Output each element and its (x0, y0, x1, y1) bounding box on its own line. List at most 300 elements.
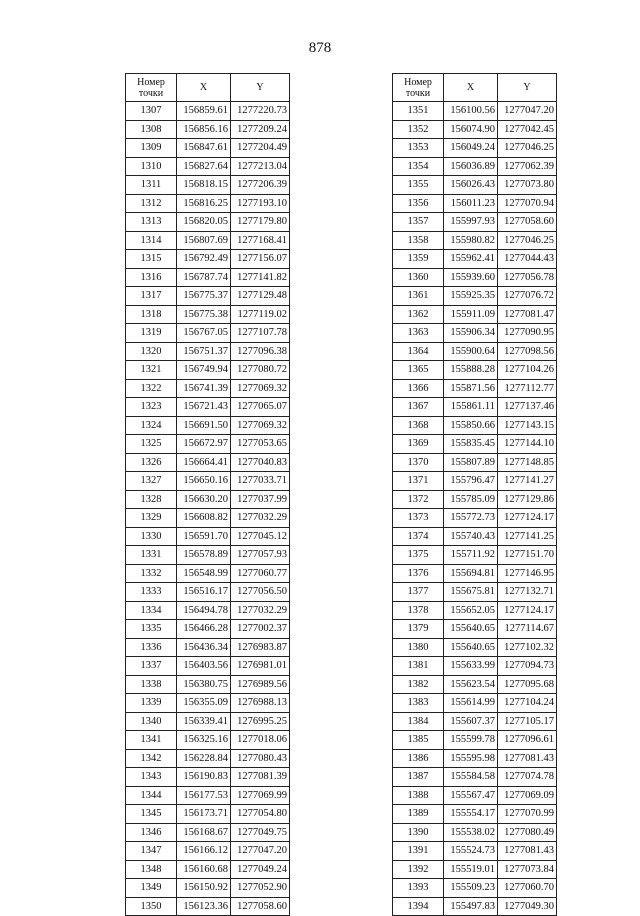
table-row (393, 786, 557, 805)
x-coordinate-cell: 155519.01 (444, 860, 498, 879)
x-coordinate-cell: 156026.43 (444, 176, 498, 195)
y-coordinate-cell: 1277206.39 (231, 176, 290, 195)
point-number-cell: 1362 (393, 305, 444, 324)
table-row (393, 842, 557, 861)
y-coordinate-cell: 1277045.12 (231, 527, 290, 546)
point-number-cell: 1346 (126, 823, 177, 842)
table-row (393, 749, 557, 768)
point-number-cell: 1359 (393, 250, 444, 269)
table-row (126, 398, 290, 417)
table-row (393, 564, 557, 583)
table-row (126, 157, 290, 176)
point-number-cell: 1380 (393, 638, 444, 657)
y-coordinate-cell: 1277204.49 (231, 139, 290, 158)
table-row (126, 712, 290, 731)
x-coordinate-cell: 156036.89 (444, 157, 498, 176)
table-row (126, 361, 290, 380)
table-row (126, 527, 290, 546)
point-number-cell: 1353 (393, 139, 444, 158)
y-coordinate-cell: 1276983.87 (231, 638, 290, 657)
point-number-cell: 1370 (393, 453, 444, 472)
y-coordinate-cell: 1277146.95 (498, 564, 557, 583)
point-number-cell: 1316 (126, 268, 177, 287)
table-row (126, 305, 290, 324)
table-row (126, 897, 290, 916)
y-coordinate-cell: 1277018.06 (231, 731, 290, 750)
point-number-cell: 1333 (126, 583, 177, 602)
point-number-cell: 1349 (126, 879, 177, 898)
y-coordinate-cell: 1277141.27 (498, 472, 557, 491)
x-coordinate-cell: 156807.69 (177, 231, 231, 250)
y-coordinate-cell: 1277220.73 (231, 102, 290, 121)
table-row (393, 139, 557, 158)
table-row (393, 157, 557, 176)
point-number-cell: 1365 (393, 361, 444, 380)
y-coordinate-cell: 1277002.37 (231, 620, 290, 639)
y-coordinate-cell: 1277081.43 (498, 749, 557, 768)
x-coordinate-cell: 156787.74 (177, 268, 231, 287)
point-number-cell: 1323 (126, 398, 177, 417)
x-coordinate-cell: 155939.60 (444, 268, 498, 287)
x-coordinate-cell: 156792.49 (177, 250, 231, 269)
point-number-cell: 1326 (126, 453, 177, 472)
x-coordinate-cell: 155796.47 (444, 472, 498, 491)
table-row (393, 213, 557, 232)
y-coordinate-cell: 1277037.99 (231, 490, 290, 509)
point-number-cell: 1352 (393, 120, 444, 139)
table-row (126, 601, 290, 620)
x-coordinate-cell: 156150.92 (177, 879, 231, 898)
y-coordinate-cell: 1277104.24 (498, 694, 557, 713)
point-number-cell: 1394 (393, 897, 444, 916)
table-row (393, 583, 557, 602)
point-number-cell: 1327 (126, 472, 177, 491)
point-number-cell: 1379 (393, 620, 444, 639)
point-number-cell: 1367 (393, 398, 444, 417)
table-row (393, 361, 557, 380)
y-coordinate-cell: 1277209.24 (231, 120, 290, 139)
x-coordinate-cell: 156123.36 (177, 897, 231, 916)
point-number-cell: 1389 (393, 805, 444, 824)
point-number-cell: 1357 (393, 213, 444, 232)
x-coordinate-cell: 156339.41 (177, 712, 231, 731)
table-row (393, 287, 557, 306)
point-number-cell: 1344 (126, 786, 177, 805)
point-number-cell: 1310 (126, 157, 177, 176)
y-coordinate-cell: 1277073.84 (498, 860, 557, 879)
table-row (393, 305, 557, 324)
table-row (393, 231, 557, 250)
x-coordinate-cell: 155584.58 (444, 768, 498, 787)
column-header-y: Y (498, 74, 557, 102)
table-row (393, 620, 557, 639)
table-row (126, 675, 290, 694)
column-header-point-number (126, 74, 177, 102)
y-coordinate-cell: 1277098.56 (498, 342, 557, 361)
y-coordinate-cell: 1277033.71 (231, 472, 290, 491)
table-header (126, 74, 290, 102)
x-coordinate-cell: 156049.24 (444, 139, 498, 158)
point-number-cell: 1358 (393, 231, 444, 250)
table-row (393, 527, 557, 546)
point-number-cell: 1312 (126, 194, 177, 213)
table-body-right (393, 102, 557, 916)
y-coordinate-cell: 1277156.07 (231, 250, 290, 269)
x-coordinate-cell: 156749.94 (177, 361, 231, 380)
table-row (126, 842, 290, 861)
x-coordinate-cell: 156466.28 (177, 620, 231, 639)
y-coordinate-cell: 1277168.41 (231, 231, 290, 250)
y-coordinate-cell: 1277096.38 (231, 342, 290, 361)
point-number-cell: 1391 (393, 842, 444, 861)
x-coordinate-cell: 155497.83 (444, 897, 498, 916)
point-number-cell: 1364 (393, 342, 444, 361)
header-point-line2: точки (138, 87, 164, 99)
x-coordinate-cell: 156190.83 (177, 768, 231, 787)
table-row (126, 583, 290, 602)
table-row (126, 786, 290, 805)
x-coordinate-cell: 156591.70 (177, 527, 231, 546)
x-coordinate-cell: 155900.64 (444, 342, 498, 361)
point-number-cell: 1340 (126, 712, 177, 731)
y-coordinate-cell: 1277074.78 (498, 768, 557, 787)
table-row (126, 472, 290, 491)
y-coordinate-cell: 1277056.78 (498, 268, 557, 287)
point-number-cell: 1317 (126, 287, 177, 306)
table-row (126, 102, 290, 121)
x-coordinate-cell: 155694.81 (444, 564, 498, 583)
table-row (393, 712, 557, 731)
point-number-cell: 1311 (126, 176, 177, 195)
point-number-cell: 1392 (393, 860, 444, 879)
table-body-left (126, 102, 290, 916)
table-row (393, 176, 557, 195)
table-row (126, 324, 290, 343)
point-number-cell: 1372 (393, 490, 444, 509)
x-coordinate-cell: 156100.56 (444, 102, 498, 121)
x-coordinate-cell: 155554.17 (444, 805, 498, 824)
point-number-cell: 1330 (126, 527, 177, 546)
x-coordinate-cell: 156818.15 (177, 176, 231, 195)
y-coordinate-cell: 1277052.90 (231, 879, 290, 898)
y-coordinate-cell: 1277090.95 (498, 324, 557, 343)
x-coordinate-cell: 155640.65 (444, 620, 498, 639)
y-coordinate-cell: 1277069.09 (498, 786, 557, 805)
table-row (393, 435, 557, 454)
x-coordinate-cell: 155740.43 (444, 527, 498, 546)
x-coordinate-cell: 155652.05 (444, 601, 498, 620)
y-coordinate-cell: 1277032.29 (231, 509, 290, 528)
point-number-cell: 1347 (126, 842, 177, 861)
table-row (126, 823, 290, 842)
table-row (126, 694, 290, 713)
y-coordinate-cell: 1277081.43 (498, 842, 557, 861)
table-row (393, 860, 557, 879)
table-row (126, 620, 290, 639)
header-point-line1: Номер (137, 76, 165, 88)
table-row (126, 453, 290, 472)
point-number-cell: 1321 (126, 361, 177, 380)
y-coordinate-cell: 1277124.17 (498, 601, 557, 620)
table-row (126, 490, 290, 509)
y-coordinate-cell: 1277119.02 (231, 305, 290, 324)
y-coordinate-cell: 1277129.48 (231, 287, 290, 306)
y-coordinate-cell: 1277114.67 (498, 620, 557, 639)
y-coordinate-cell: 1277095.68 (498, 675, 557, 694)
x-coordinate-cell: 155911.09 (444, 305, 498, 324)
y-coordinate-cell: 1277049.24 (231, 860, 290, 879)
y-coordinate-cell: 1277080.49 (498, 823, 557, 842)
x-coordinate-cell: 155997.93 (444, 213, 498, 232)
point-number-cell: 1356 (393, 194, 444, 213)
y-coordinate-cell: 1277069.99 (231, 786, 290, 805)
y-coordinate-cell: 1277049.75 (231, 823, 290, 842)
y-coordinate-cell: 1277141.25 (498, 527, 557, 546)
point-number-cell: 1324 (126, 416, 177, 435)
coordinates-table-left (125, 73, 290, 916)
table-header (393, 74, 557, 102)
header-point-line2: точки (405, 87, 431, 99)
y-coordinate-cell: 1277081.39 (231, 768, 290, 787)
table-row (393, 120, 557, 139)
y-coordinate-cell: 1277080.43 (231, 749, 290, 768)
point-number-cell: 1314 (126, 231, 177, 250)
point-number-cell: 1332 (126, 564, 177, 583)
x-coordinate-cell: 155623.54 (444, 675, 498, 694)
x-coordinate-cell: 156608.82 (177, 509, 231, 528)
y-coordinate-cell: 1277073.80 (498, 176, 557, 195)
y-coordinate-cell: 1277105.17 (498, 712, 557, 731)
x-coordinate-cell: 156168.67 (177, 823, 231, 842)
x-coordinate-cell: 155567.47 (444, 786, 498, 805)
x-coordinate-cell: 156856.16 (177, 120, 231, 139)
x-coordinate-cell: 155599.78 (444, 731, 498, 750)
point-number-cell: 1320 (126, 342, 177, 361)
table-row (126, 546, 290, 565)
table-row (393, 416, 557, 435)
point-number-cell: 1307 (126, 102, 177, 121)
table-row (393, 768, 557, 787)
y-coordinate-cell: 1277069.32 (231, 379, 290, 398)
point-number-cell: 1361 (393, 287, 444, 306)
table-row (393, 731, 557, 750)
point-number-cell: 1378 (393, 601, 444, 620)
x-coordinate-cell: 155675.81 (444, 583, 498, 602)
point-number-cell: 1385 (393, 731, 444, 750)
y-coordinate-cell: 1277104.26 (498, 361, 557, 380)
x-coordinate-cell: 156166.12 (177, 842, 231, 861)
x-coordinate-cell: 156767.05 (177, 324, 231, 343)
y-coordinate-cell: 1277129.86 (498, 490, 557, 509)
column-header-point-number (393, 74, 444, 102)
table-row (126, 194, 290, 213)
table-row (126, 342, 290, 361)
x-coordinate-cell: 156436.34 (177, 638, 231, 657)
x-coordinate-cell: 156494.78 (177, 601, 231, 620)
table-row (126, 879, 290, 898)
point-number-cell: 1337 (126, 657, 177, 676)
table-row (393, 805, 557, 824)
x-coordinate-cell: 156775.37 (177, 287, 231, 306)
y-coordinate-cell: 1277060.77 (231, 564, 290, 583)
y-coordinate-cell: 1277151.70 (498, 546, 557, 565)
table-row (393, 453, 557, 472)
table-row (126, 860, 290, 879)
x-coordinate-cell: 155607.37 (444, 712, 498, 731)
table-row (126, 435, 290, 454)
point-number-cell: 1369 (393, 435, 444, 454)
y-coordinate-cell: 1277132.71 (498, 583, 557, 602)
point-number-cell: 1313 (126, 213, 177, 232)
y-coordinate-cell: 1277046.25 (498, 139, 557, 158)
point-number-cell: 1375 (393, 546, 444, 565)
y-coordinate-cell: 1277143.15 (498, 416, 557, 435)
x-coordinate-cell: 155509.23 (444, 879, 498, 898)
y-coordinate-cell: 1277096.61 (498, 731, 557, 750)
table-row (393, 675, 557, 694)
table-row (393, 879, 557, 898)
y-coordinate-cell: 1277107.78 (231, 324, 290, 343)
point-number-cell: 1336 (126, 638, 177, 657)
x-coordinate-cell: 155633.99 (444, 657, 498, 676)
x-coordinate-cell: 155772.73 (444, 509, 498, 528)
x-coordinate-cell: 155785.09 (444, 490, 498, 509)
table-row (126, 638, 290, 657)
y-coordinate-cell: 1277112.77 (498, 379, 557, 398)
point-number-cell: 1325 (126, 435, 177, 454)
point-number-cell: 1371 (393, 472, 444, 491)
y-coordinate-cell: 1277032.29 (231, 601, 290, 620)
point-number-cell: 1315 (126, 250, 177, 269)
x-coordinate-cell: 155906.34 (444, 324, 498, 343)
y-coordinate-cell: 1277076.72 (498, 287, 557, 306)
x-coordinate-cell: 155711.92 (444, 546, 498, 565)
y-coordinate-cell: 1277054.80 (231, 805, 290, 824)
point-number-cell: 1382 (393, 675, 444, 694)
x-coordinate-cell: 155980.82 (444, 231, 498, 250)
point-number-cell: 1376 (393, 564, 444, 583)
x-coordinate-cell: 156011.23 (444, 194, 498, 213)
table-row (126, 139, 290, 158)
y-coordinate-cell: 1277062.39 (498, 157, 557, 176)
point-number-cell: 1360 (393, 268, 444, 287)
point-number-cell: 1339 (126, 694, 177, 713)
point-number-cell: 1351 (393, 102, 444, 121)
y-coordinate-cell: 1276989.56 (231, 675, 290, 694)
table-row (393, 490, 557, 509)
x-coordinate-cell: 156672.97 (177, 435, 231, 454)
point-number-cell: 1381 (393, 657, 444, 676)
y-coordinate-cell: 1277070.94 (498, 194, 557, 213)
y-coordinate-cell: 1277069.32 (231, 416, 290, 435)
table-row (393, 823, 557, 842)
y-coordinate-cell: 1277044.43 (498, 250, 557, 269)
x-coordinate-cell: 156578.89 (177, 546, 231, 565)
y-coordinate-cell: 1277141.82 (231, 268, 290, 287)
x-coordinate-cell: 156548.99 (177, 564, 231, 583)
point-number-cell: 1331 (126, 546, 177, 565)
point-number-cell: 1384 (393, 712, 444, 731)
x-coordinate-cell: 156177.53 (177, 786, 231, 805)
x-coordinate-cell: 156074.90 (444, 120, 498, 139)
column-header-x: X (177, 74, 231, 102)
y-coordinate-cell: 1277046.25 (498, 231, 557, 250)
x-coordinate-cell: 156403.56 (177, 657, 231, 676)
point-number-cell: 1388 (393, 786, 444, 805)
table-row (393, 268, 557, 287)
table-row (126, 805, 290, 824)
x-coordinate-cell: 156355.09 (177, 694, 231, 713)
x-coordinate-cell: 155835.45 (444, 435, 498, 454)
y-coordinate-cell: 1277081.47 (498, 305, 557, 324)
x-coordinate-cell: 156691.50 (177, 416, 231, 435)
table-row (393, 509, 557, 528)
table-row (393, 398, 557, 417)
point-number-cell: 1345 (126, 805, 177, 824)
point-number-cell: 1368 (393, 416, 444, 435)
x-coordinate-cell: 156228.84 (177, 749, 231, 768)
y-coordinate-cell: 1277040.83 (231, 453, 290, 472)
x-coordinate-cell: 155888.28 (444, 361, 498, 380)
x-coordinate-cell: 156751.37 (177, 342, 231, 361)
table-row (126, 231, 290, 250)
x-coordinate-cell: 155925.35 (444, 287, 498, 306)
column-header-x: X (444, 74, 498, 102)
y-coordinate-cell: 1277070.99 (498, 805, 557, 824)
y-coordinate-cell: 1277047.20 (498, 102, 557, 121)
table-row (126, 287, 290, 306)
point-number-cell: 1373 (393, 509, 444, 528)
table-row (126, 176, 290, 195)
point-number-cell: 1383 (393, 694, 444, 713)
y-coordinate-cell: 1277144.10 (498, 435, 557, 454)
point-number-cell: 1354 (393, 157, 444, 176)
y-coordinate-cell: 1277137.46 (498, 398, 557, 417)
y-coordinate-cell: 1277148.85 (498, 453, 557, 472)
table-row (393, 324, 557, 343)
point-number-cell: 1329 (126, 509, 177, 528)
x-coordinate-cell: 155538.02 (444, 823, 498, 842)
y-coordinate-cell: 1277058.60 (498, 213, 557, 232)
point-number-cell: 1386 (393, 749, 444, 768)
y-coordinate-cell: 1277065.07 (231, 398, 290, 417)
point-number-cell: 1377 (393, 583, 444, 602)
y-coordinate-cell: 1277060.70 (498, 879, 557, 898)
coordinates-table-right (392, 73, 557, 916)
point-number-cell: 1348 (126, 860, 177, 879)
point-number-cell: 1393 (393, 879, 444, 898)
x-coordinate-cell: 155640.65 (444, 638, 498, 657)
page-number: 878 (308, 40, 332, 56)
point-number-cell: 1390 (393, 823, 444, 842)
x-coordinate-cell: 156721.43 (177, 398, 231, 417)
point-number-cell: 1342 (126, 749, 177, 768)
y-coordinate-cell: 1277053.65 (231, 435, 290, 454)
x-coordinate-cell: 155861.11 (444, 398, 498, 417)
y-coordinate-cell: 1277047.20 (231, 842, 290, 861)
table-row (393, 694, 557, 713)
table-row (393, 472, 557, 491)
x-coordinate-cell: 156775.38 (177, 305, 231, 324)
table-row (126, 768, 290, 787)
y-coordinate-cell: 1277094.73 (498, 657, 557, 676)
x-coordinate-cell: 156173.71 (177, 805, 231, 824)
point-number-cell: 1341 (126, 731, 177, 750)
point-number-cell: 1319 (126, 324, 177, 343)
point-number-cell: 1350 (126, 897, 177, 916)
x-coordinate-cell: 156820.05 (177, 213, 231, 232)
point-number-cell: 1355 (393, 176, 444, 195)
